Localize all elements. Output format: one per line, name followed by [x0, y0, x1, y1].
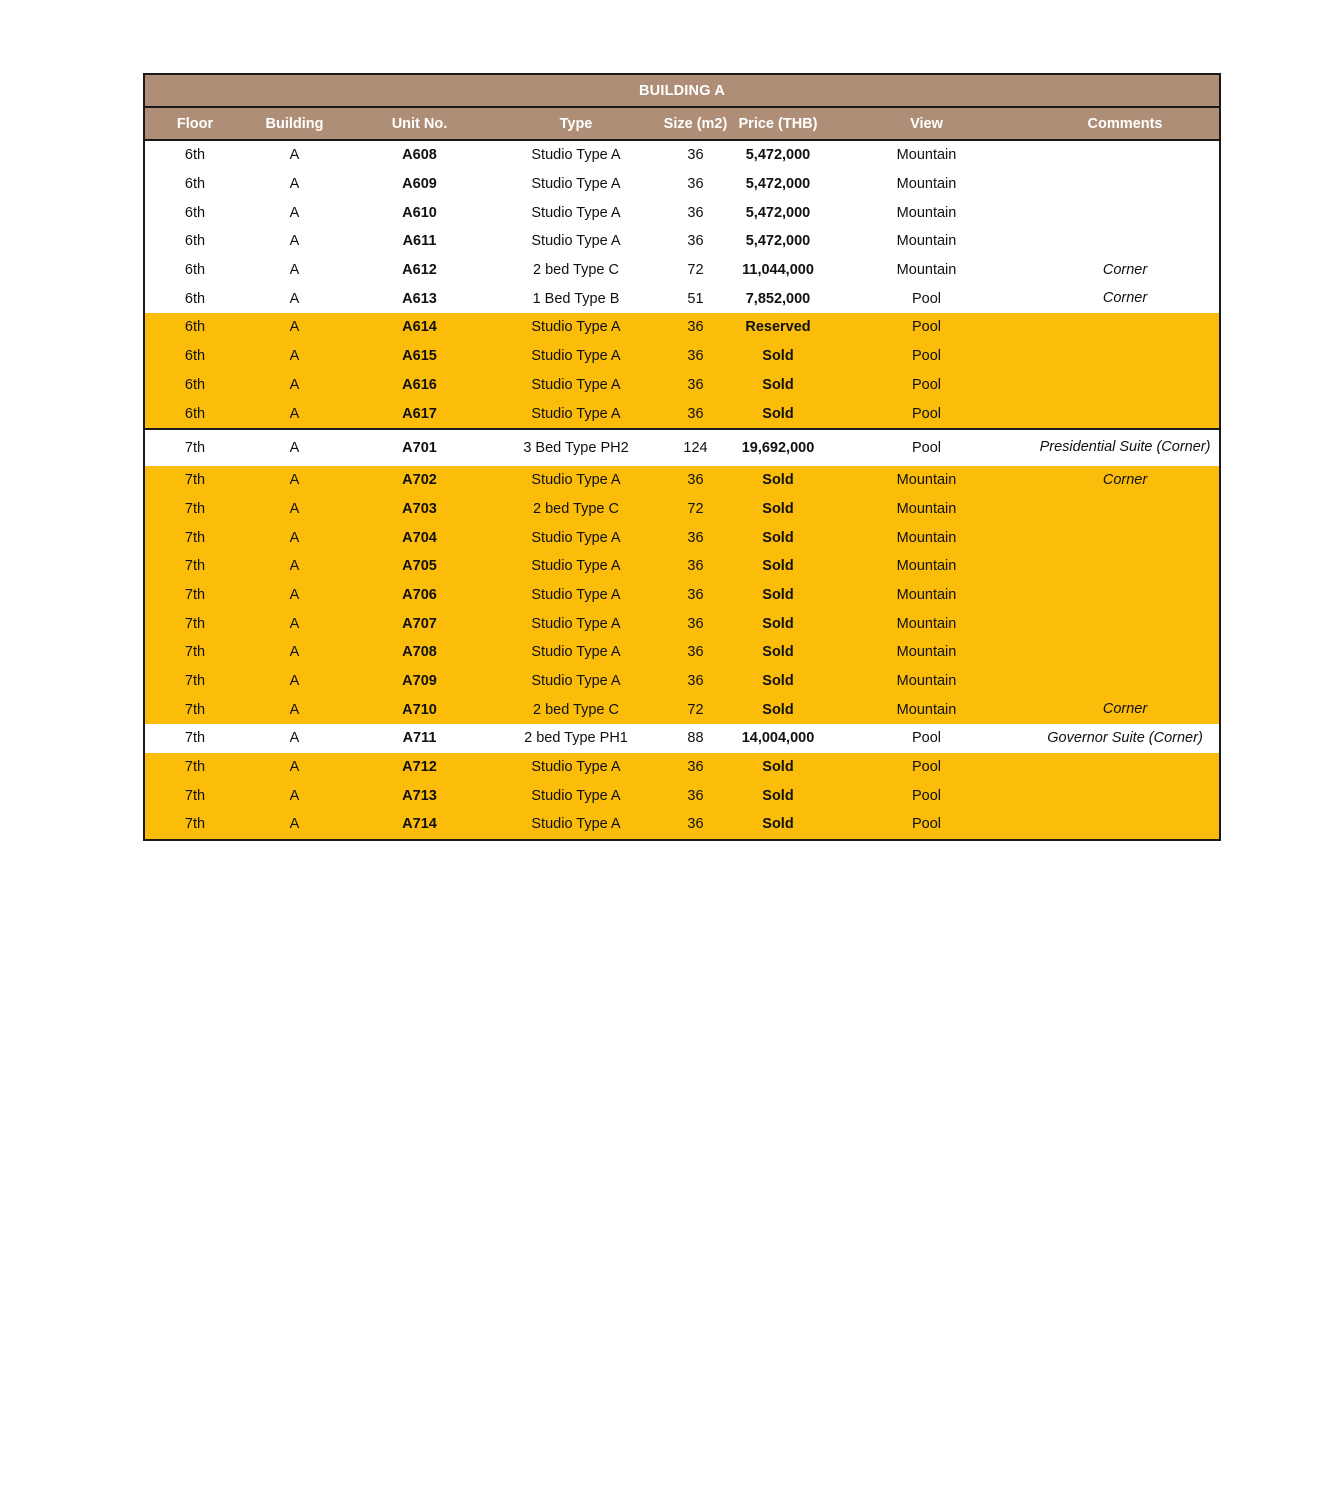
column-header-view[interactable]: View: [822, 107, 1031, 140]
cell-unit-type: Studio Type A: [495, 170, 657, 199]
cell-size: 88: [657, 724, 734, 753]
cell-comment: [1031, 227, 1219, 256]
cell-building: A: [245, 313, 344, 342]
cell-view: Mountain: [822, 256, 1031, 285]
cell-floor: 6th: [145, 313, 245, 342]
table-row[interactable]: [145, 399, 1219, 429]
cell-price: Sold: [734, 609, 822, 638]
cell-unit-number: A712: [344, 753, 495, 782]
cell-floor: 7th: [145, 724, 245, 753]
cell-floor: 6th: [145, 170, 245, 199]
column-header-floor[interactable]: Floor: [145, 107, 245, 140]
cell-floor: 7th: [145, 810, 245, 839]
cell-view: Pool: [822, 810, 1031, 839]
cell-building: A: [245, 724, 344, 753]
cell-comment: Corner: [1031, 256, 1219, 285]
cell-view: Mountain: [822, 552, 1031, 581]
cell-view: Pool: [822, 429, 1031, 466]
cell-building: A: [245, 399, 344, 429]
table-row[interactable]: [145, 552, 1219, 581]
table-row[interactable]: [145, 342, 1219, 371]
cell-unit-type: 2 bed Type C: [495, 695, 657, 724]
cell-view: Pool: [822, 399, 1031, 429]
cell-price: Sold: [734, 466, 822, 495]
cell-price: Sold: [734, 781, 822, 810]
cell-size: 36: [657, 523, 734, 552]
cell-building: A: [245, 256, 344, 285]
cell-unit-type: 2 bed Type PH1: [495, 724, 657, 753]
cell-unit-number: A714: [344, 810, 495, 839]
cell-unit-type: Studio Type A: [495, 399, 657, 429]
cell-unit-number: A702: [344, 466, 495, 495]
cell-floor: 7th: [145, 753, 245, 782]
cell-unit-type: Studio Type A: [495, 753, 657, 782]
cell-floor: 7th: [145, 581, 245, 610]
cell-unit-number: A614: [344, 313, 495, 342]
cell-size: 36: [657, 198, 734, 227]
cell-price: 19,692,000: [734, 429, 822, 466]
cell-comment: [1031, 371, 1219, 400]
cell-floor: 6th: [145, 399, 245, 429]
cell-comment: [1031, 581, 1219, 610]
cell-unit-number: A608: [344, 140, 495, 170]
cell-comment: Corner: [1031, 284, 1219, 313]
column-header-row: [145, 107, 1219, 140]
cell-unit-type: Studio Type A: [495, 198, 657, 227]
cell-building: A: [245, 638, 344, 667]
cell-unit-type: Studio Type A: [495, 466, 657, 495]
column-header-building[interactable]: Building: [245, 107, 344, 140]
column-header-unit[interactable]: Unit No.: [344, 107, 495, 140]
cell-size: 36: [657, 667, 734, 696]
cell-comment: Corner: [1031, 466, 1219, 495]
cell-unit-type: Studio Type A: [495, 810, 657, 839]
table-row[interactable]: [145, 753, 1219, 782]
cell-unit-type: 2 bed Type C: [495, 256, 657, 285]
cell-size: 36: [657, 170, 734, 199]
cell-unit-type: Studio Type A: [495, 781, 657, 810]
cell-size: 36: [657, 342, 734, 371]
cell-size: 36: [657, 466, 734, 495]
cell-building: A: [245, 753, 344, 782]
cell-comment: [1031, 781, 1219, 810]
cell-unit-number: A706: [344, 581, 495, 610]
cell-building: A: [245, 198, 344, 227]
cell-view: Mountain: [822, 695, 1031, 724]
cell-comment: [1031, 609, 1219, 638]
cell-view: Pool: [822, 724, 1031, 753]
table-row[interactable]: [145, 198, 1219, 227]
cell-price: Sold: [734, 810, 822, 839]
cell-price: Sold: [734, 695, 822, 724]
cell-size: 36: [657, 638, 734, 667]
table-row[interactable]: [145, 429, 1219, 466]
table-row[interactable]: [145, 170, 1219, 199]
cell-price: 5,472,000: [734, 140, 822, 170]
cell-building: A: [245, 342, 344, 371]
cell-floor: 6th: [145, 140, 245, 170]
cell-view: Pool: [822, 371, 1031, 400]
cell-unit-number: A707: [344, 609, 495, 638]
cell-price: Reserved: [734, 313, 822, 342]
cell-comment: [1031, 495, 1219, 524]
cell-view: Mountain: [822, 140, 1031, 170]
cell-building: A: [245, 552, 344, 581]
cell-size: 36: [657, 313, 734, 342]
cell-size: 51: [657, 284, 734, 313]
cell-view: Mountain: [822, 523, 1031, 552]
cell-floor: 7th: [145, 466, 245, 495]
cell-price: Sold: [734, 342, 822, 371]
cell-unit-number: A709: [344, 667, 495, 696]
cell-unit-type: Studio Type A: [495, 342, 657, 371]
cell-unit-number: A617: [344, 399, 495, 429]
cell-price: Sold: [734, 581, 822, 610]
table-body: [145, 140, 1219, 839]
cell-building: A: [245, 371, 344, 400]
cell-comment: [1031, 638, 1219, 667]
table-row[interactable]: [145, 781, 1219, 810]
cell-unit-number: A711: [344, 724, 495, 753]
cell-floor: 6th: [145, 227, 245, 256]
cell-unit-type: 3 Bed Type PH2: [495, 429, 657, 466]
cell-price: Sold: [734, 523, 822, 552]
cell-unit-type: 1 Bed Type B: [495, 284, 657, 313]
cell-unit-number: A703: [344, 495, 495, 524]
column-header-comments[interactable]: Comments: [1031, 107, 1219, 140]
cell-size: 36: [657, 781, 734, 810]
table-title: BUILDING A: [145, 75, 1219, 107]
cell-view: Mountain: [822, 495, 1031, 524]
cell-comment: [1031, 342, 1219, 371]
cell-comment: [1031, 552, 1219, 581]
cell-size: 36: [657, 753, 734, 782]
cell-comment: [1031, 399, 1219, 429]
cell-comment: Governor Suite (Corner): [1031, 724, 1219, 753]
cell-view: Mountain: [822, 198, 1031, 227]
cell-building: A: [245, 284, 344, 313]
cell-view: Mountain: [822, 667, 1031, 696]
cell-comment: [1031, 810, 1219, 839]
column-header-type[interactable]: Type: [495, 107, 657, 140]
cell-comment: Presidential Suite (Corner): [1031, 429, 1219, 466]
cell-floor: 7th: [145, 695, 245, 724]
cell-unit-type: Studio Type A: [495, 638, 657, 667]
cell-floor: 7th: [145, 781, 245, 810]
cell-size: 36: [657, 140, 734, 170]
cell-floor: 7th: [145, 667, 245, 696]
cell-building: A: [245, 140, 344, 170]
cell-comment: [1031, 140, 1219, 170]
cell-size: 36: [657, 371, 734, 400]
table-row[interactable]: [145, 284, 1219, 313]
table-row[interactable]: [145, 140, 1219, 170]
table-title-row: [145, 75, 1219, 107]
cell-building: A: [245, 495, 344, 524]
cell-unit-number: A609: [344, 170, 495, 199]
cell-price: Sold: [734, 667, 822, 696]
table-row[interactable]: [145, 581, 1219, 610]
cell-unit-number: A610: [344, 198, 495, 227]
cell-size: 72: [657, 256, 734, 285]
cell-price: 5,472,000: [734, 170, 822, 199]
cell-price: Sold: [734, 371, 822, 400]
cell-building: A: [245, 523, 344, 552]
cell-unit-type: Studio Type A: [495, 140, 657, 170]
cell-view: Mountain: [822, 581, 1031, 610]
cell-unit-number: A613: [344, 284, 495, 313]
cell-unit-type: Studio Type A: [495, 609, 657, 638]
cell-view: Mountain: [822, 170, 1031, 199]
cell-building: A: [245, 429, 344, 466]
column-header-size[interactable]: Size (m2): [657, 107, 734, 140]
cell-comment: Corner: [1031, 695, 1219, 724]
table-row[interactable]: [145, 313, 1219, 342]
cell-building: A: [245, 466, 344, 495]
cell-size: 36: [657, 552, 734, 581]
cell-floor: 6th: [145, 256, 245, 285]
cell-floor: 7th: [145, 495, 245, 524]
cell-size: 36: [657, 581, 734, 610]
table-row[interactable]: [145, 810, 1219, 839]
cell-building: A: [245, 609, 344, 638]
cell-floor: 6th: [145, 342, 245, 371]
cell-view: Pool: [822, 342, 1031, 371]
cell-unit-number: A713: [344, 781, 495, 810]
cell-view: Mountain: [822, 466, 1031, 495]
cell-building: A: [245, 810, 344, 839]
cell-building: A: [245, 170, 344, 199]
cell-building: A: [245, 695, 344, 724]
cell-comment: [1031, 667, 1219, 696]
cell-size: 72: [657, 695, 734, 724]
cell-price: Sold: [734, 495, 822, 524]
cell-price: Sold: [734, 753, 822, 782]
cell-unit-type: Studio Type A: [495, 371, 657, 400]
cell-building: A: [245, 667, 344, 696]
cell-price: 11,044,000: [734, 256, 822, 285]
cell-floor: 7th: [145, 429, 245, 466]
cell-unit-type: Studio Type A: [495, 667, 657, 696]
cell-view: Pool: [822, 781, 1031, 810]
table-row[interactable]: [145, 466, 1219, 495]
cell-size: 72: [657, 495, 734, 524]
cell-floor: 7th: [145, 638, 245, 667]
cell-unit-type: Studio Type A: [495, 227, 657, 256]
cell-unit-number: A708: [344, 638, 495, 667]
cell-building: A: [245, 781, 344, 810]
cell-comment: [1031, 753, 1219, 782]
cell-floor: 7th: [145, 552, 245, 581]
cell-comment: [1031, 198, 1219, 227]
cell-size: 36: [657, 399, 734, 429]
cell-size: 36: [657, 810, 734, 839]
cell-unit-number: A701: [344, 429, 495, 466]
cell-building: A: [245, 581, 344, 610]
table-row[interactable]: [145, 256, 1219, 285]
building-a-table-frame: [143, 73, 1221, 841]
cell-unit-type: Studio Type A: [495, 552, 657, 581]
cell-view: Mountain: [822, 638, 1031, 667]
cell-comment: [1031, 313, 1219, 342]
cell-building: A: [245, 227, 344, 256]
cell-unit-type: Studio Type A: [495, 581, 657, 610]
table-row[interactable]: [145, 495, 1219, 524]
cell-view: Pool: [822, 753, 1031, 782]
cell-unit-number: A612: [344, 256, 495, 285]
cell-comment: [1031, 170, 1219, 199]
cell-price: 5,472,000: [734, 198, 822, 227]
cell-unit-number: A615: [344, 342, 495, 371]
cell-size: 36: [657, 609, 734, 638]
table-row[interactable]: [145, 667, 1219, 696]
cell-price: 5,472,000: [734, 227, 822, 256]
cell-floor: 7th: [145, 523, 245, 552]
cell-unit-number: A616: [344, 371, 495, 400]
cell-unit-number: A705: [344, 552, 495, 581]
table-row[interactable]: [145, 371, 1219, 400]
cell-unit-number: A611: [344, 227, 495, 256]
cell-unit-type: Studio Type A: [495, 313, 657, 342]
table-row[interactable]: [145, 724, 1219, 753]
cell-floor: 6th: [145, 284, 245, 313]
cell-floor: 6th: [145, 198, 245, 227]
table-row[interactable]: [145, 609, 1219, 638]
cell-price: 7,852,000: [734, 284, 822, 313]
cell-view: Mountain: [822, 609, 1031, 638]
cell-size: 124: [657, 429, 734, 466]
cell-unit-type: 2 bed Type C: [495, 495, 657, 524]
table-row[interactable]: [145, 227, 1219, 256]
table-row[interactable]: [145, 695, 1219, 724]
cell-price: Sold: [734, 638, 822, 667]
cell-comment: [1031, 523, 1219, 552]
cell-floor: 6th: [145, 371, 245, 400]
cell-size: 36: [657, 227, 734, 256]
unit-availability-table: [145, 75, 1219, 839]
cell-unit-type: Studio Type A: [495, 523, 657, 552]
cell-price: 14,004,000: [734, 724, 822, 753]
column-header-price[interactable]: Price (THB): [734, 107, 822, 140]
cell-price: Sold: [734, 552, 822, 581]
cell-unit-number: A704: [344, 523, 495, 552]
cell-unit-number: A710: [344, 695, 495, 724]
cell-price: Sold: [734, 399, 822, 429]
table-row[interactable]: [145, 638, 1219, 667]
cell-view: Pool: [822, 313, 1031, 342]
cell-view: Pool: [822, 284, 1031, 313]
table-row[interactable]: [145, 523, 1219, 552]
cell-view: Mountain: [822, 227, 1031, 256]
cell-floor: 7th: [145, 609, 245, 638]
